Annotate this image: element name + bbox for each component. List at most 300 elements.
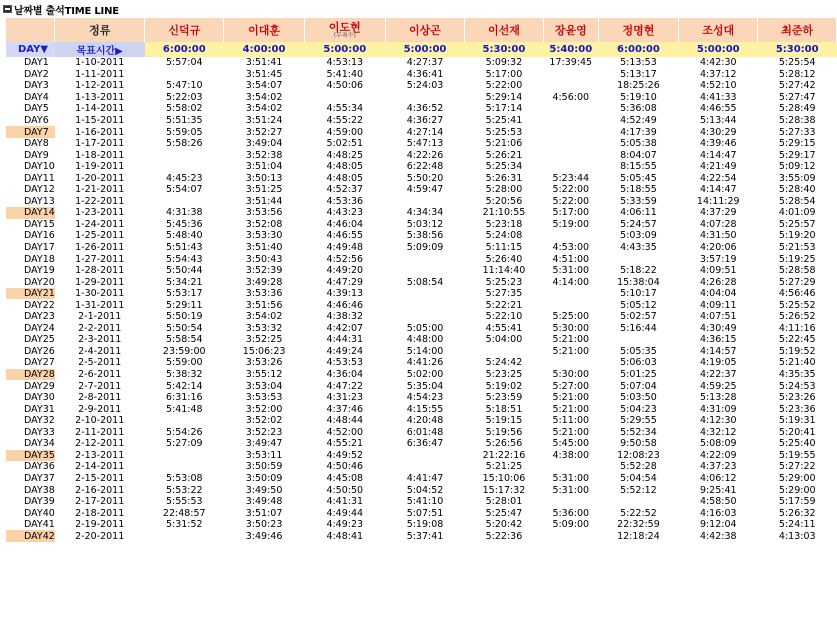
time-cell[interactable]: 4:59:47 [406, 184, 444, 196]
day-cell[interactable]: DAY40 [24, 507, 55, 519]
time-cell[interactable] [145, 461, 224, 473]
time-cell[interactable]: 4:53:13 [326, 57, 364, 69]
time-cell[interactable]: 5:50:44 [165, 265, 203, 277]
time-cell[interactable]: 5:22:00 [552, 184, 590, 196]
time-cell[interactable] [145, 196, 224, 208]
time-cell[interactable]: 5:51:43 [165, 242, 203, 254]
time-cell[interactable]: 4:14:47 [699, 149, 737, 161]
time-cell[interactable]: 5:19:52 [778, 345, 816, 357]
time-cell[interactable]: 5:26:40 [485, 253, 523, 265]
date-cell[interactable]: 2-1-2011 [78, 311, 122, 323]
time-cell[interactable]: 5:55:53 [165, 496, 203, 508]
time-cell[interactable]: 4:26:28 [699, 276, 737, 288]
time-cell[interactable]: 4:51:00 [552, 253, 590, 265]
time-cell[interactable]: 5:19:56 [485, 426, 523, 438]
time-cell[interactable]: 5:38:56 [406, 230, 444, 242]
time-cell[interactable]: 5:53:08 [165, 472, 203, 484]
time-cell[interactable]: 4:48:00 [406, 334, 444, 346]
time-cell[interactable] [543, 69, 598, 81]
time-cell[interactable]: 4:36:52 [406, 103, 444, 115]
time-cell[interactable]: 3:51:07 [245, 507, 283, 519]
time-cell[interactable]: 4:59:25 [699, 380, 737, 392]
time-cell[interactable]: 5:13:17 [620, 68, 657, 80]
time-cell[interactable]: 5:26:56 [485, 438, 523, 450]
time-cell[interactable] [543, 230, 598, 242]
time-cell[interactable]: 5:25:40 [778, 438, 816, 450]
day-cell[interactable]: DAY7 [6, 126, 55, 138]
time-cell[interactable]: 4:53:00 [552, 242, 590, 254]
time-cell[interactable]: 5:28:01 [485, 496, 523, 508]
time-cell[interactable]: 3:51:44 [245, 195, 283, 207]
date-cell[interactable]: 1-24-2011 [75, 218, 125, 230]
day-cell[interactable]: DAY17 [24, 242, 55, 254]
time-cell[interactable]: 5:48:40 [165, 230, 203, 242]
time-cell[interactable]: 5:25:54 [778, 57, 816, 69]
time-cell[interactable]: 5:27:35 [485, 288, 523, 300]
day-cell[interactable]: DAY26 [24, 345, 55, 357]
time-cell[interactable]: 5:21:40 [778, 357, 816, 369]
time-cell[interactable]: 4:20:48 [406, 415, 444, 427]
time-cell[interactable]: 5:18:51 [485, 403, 523, 415]
date-cell[interactable]: 2-15-2011 [75, 472, 125, 484]
time-cell[interactable]: 5:25:57 [778, 218, 816, 230]
date-cell[interactable]: 2-5-2011 [78, 357, 122, 369]
time-cell[interactable]: 5:41:40 [326, 68, 364, 80]
time-cell[interactable]: 5:52:12 [620, 484, 657, 496]
time-cell[interactable]: 4:45:23 [165, 172, 203, 184]
date-cell[interactable]: 1-11-2011 [75, 68, 125, 80]
time-cell[interactable]: 3:53:11 [245, 449, 283, 461]
date-cell[interactable]: 1-27-2011 [75, 253, 125, 265]
time-cell[interactable]: 5:03:50 [620, 392, 657, 404]
date-cell[interactable]: 1-17-2011 [75, 138, 125, 150]
time-cell[interactable]: 4:46:55 [326, 230, 364, 242]
time-cell[interactable]: 3:53:53 [245, 392, 283, 404]
time-cell[interactable]: 5:14:00 [406, 345, 444, 357]
time-cell[interactable]: 4:41:33 [699, 91, 737, 103]
time-cell[interactable]: 3:49:04 [245, 138, 283, 150]
time-cell[interactable]: 9:12:04 [699, 519, 737, 531]
time-cell[interactable] [385, 450, 464, 462]
time-cell[interactable] [543, 496, 598, 508]
time-cell[interactable] [145, 415, 224, 427]
time-cell[interactable]: 4:12:30 [699, 415, 737, 427]
time-cell[interactable]: 8:04:07 [620, 149, 657, 161]
time-cell[interactable]: 4:58:50 [699, 496, 737, 508]
time-cell[interactable]: 5:36:00 [552, 507, 590, 519]
time-cell[interactable]: 5:45:00 [552, 438, 590, 450]
time-cell[interactable]: 5:21:00 [552, 345, 590, 357]
date-cell[interactable]: 2-7-2011 [78, 380, 122, 392]
time-cell[interactable] [543, 161, 598, 173]
time-cell[interactable]: 4:37:29 [699, 207, 737, 219]
date-cell[interactable]: 2-8-2011 [78, 392, 122, 404]
time-cell[interactable]: 5:02:00 [406, 369, 444, 381]
time-cell[interactable]: 9:25:41 [699, 484, 737, 496]
day-cell[interactable]: DAY24 [24, 322, 55, 334]
time-cell[interactable]: 3:51:41 [245, 57, 283, 69]
time-cell[interactable] [385, 253, 464, 265]
time-cell[interactable]: 5:19:10 [620, 91, 657, 103]
date-cell[interactable]: 2-12-2011 [75, 438, 125, 450]
time-cell[interactable] [598, 253, 678, 265]
time-cell[interactable]: 3:51:40 [245, 242, 283, 254]
time-cell[interactable]: 5:21:00 [552, 392, 590, 404]
time-cell[interactable]: 4:30:29 [699, 126, 737, 138]
time-cell[interactable]: 5:36:08 [620, 103, 657, 115]
time-cell[interactable]: 4:21:49 [699, 161, 737, 173]
time-cell[interactable]: 5:03:09 [620, 230, 657, 242]
time-cell[interactable]: 5:19:20 [778, 230, 816, 242]
day-cell[interactable]: DAY21 [6, 288, 55, 300]
day-cell[interactable]: DAY8 [24, 138, 49, 150]
time-cell[interactable]: 5:20:41 [778, 426, 816, 438]
time-cell[interactable]: 4:39:46 [699, 138, 737, 150]
time-cell[interactable]: 4:49:20 [326, 265, 364, 277]
time-cell[interactable]: 5:06:03 [620, 357, 657, 369]
time-cell[interactable]: 6:22:48 [406, 161, 444, 173]
time-cell[interactable]: 4:27:14 [406, 126, 444, 138]
day-cell[interactable]: DAY3 [24, 80, 49, 92]
date-cell[interactable]: 1-12-2011 [75, 80, 125, 92]
time-cell[interactable]: 5:19:31 [778, 415, 816, 427]
time-cell[interactable] [598, 496, 678, 508]
time-cell[interactable]: 5:24:08 [485, 230, 523, 242]
time-cell[interactable]: 4:22:09 [699, 449, 737, 461]
time-cell[interactable]: 5:29:00 [778, 472, 816, 484]
time-cell[interactable]: 4:14:00 [552, 276, 590, 288]
time-cell[interactable]: 14:11:29 [696, 195, 740, 207]
time-cell[interactable]: 4:46:46 [326, 299, 364, 311]
date-cell[interactable]: 1-15-2011 [75, 115, 125, 126]
time-cell[interactable]: 4:22:54 [699, 172, 737, 184]
day-cell[interactable]: DAY15 [24, 218, 55, 230]
time-cell[interactable]: 18:25:26 [617, 80, 660, 92]
time-cell[interactable]: 3:51:04 [245, 161, 283, 173]
time-cell[interactable]: 5:29:14 [485, 91, 523, 103]
time-cell[interactable]: 3:51:24 [245, 115, 283, 126]
time-cell[interactable]: 5:19:55 [778, 449, 816, 461]
time-cell[interactable]: 4:52:37 [326, 184, 364, 196]
time-cell[interactable]: 3:54:07 [245, 80, 283, 92]
time-cell[interactable]: 4:50:06 [326, 80, 364, 92]
time-cell[interactable]: 5:18:22 [620, 265, 657, 277]
time-cell[interactable]: 5:26:21 [485, 149, 523, 161]
time-cell[interactable]: 3:49:47 [245, 438, 283, 450]
time-cell[interactable]: 4:48:44 [326, 415, 364, 427]
time-cell[interactable]: 17:39:45 [549, 57, 593, 69]
time-cell[interactable]: 5:29:00 [778, 484, 816, 496]
time-cell[interactable]: 5:02:51 [326, 138, 364, 150]
time-cell[interactable]: 5:09:32 [485, 57, 523, 69]
day-cell[interactable]: DAY41 [24, 519, 55, 531]
day-cell[interactable]: DAY1 [24, 57, 49, 69]
day-cell[interactable]: DAY12 [24, 184, 55, 196]
time-cell[interactable]: 5:23:26 [778, 392, 816, 404]
time-cell[interactable]: 3:53:36 [245, 288, 283, 300]
day-cell[interactable]: DAY30 [24, 392, 55, 404]
time-cell[interactable]: 5:28:12 [778, 68, 816, 80]
time-cell[interactable]: 4:30:49 [699, 322, 737, 334]
time-cell[interactable]: 4:13:03 [778, 530, 816, 542]
time-cell[interactable]: 5:50:54 [165, 322, 203, 334]
day-cell[interactable]: DAY20 [24, 276, 55, 288]
day-cell[interactable]: DAY16 [24, 230, 55, 242]
time-cell[interactable]: 4:04:04 [699, 288, 737, 300]
date-cell[interactable]: 1-13-2011 [75, 91, 125, 103]
day-cell[interactable]: DAY31 [24, 403, 55, 415]
time-cell[interactable] [543, 530, 598, 542]
time-cell[interactable]: 3:53:30 [245, 230, 283, 242]
time-cell[interactable]: 4:46:04 [326, 218, 364, 230]
time-cell[interactable]: 5:28:49 [778, 103, 816, 115]
time-cell[interactable]: 5:31:52 [165, 519, 203, 531]
time-cell[interactable] [145, 530, 224, 542]
time-cell[interactable]: 22:48:57 [162, 507, 206, 519]
time-cell[interactable]: 4:37:23 [699, 461, 737, 473]
time-cell[interactable]: 4:07:28 [699, 218, 737, 230]
time-cell[interactable]: 3:51:56 [245, 299, 283, 311]
time-cell[interactable]: 4:14:47 [699, 184, 737, 196]
time-cell[interactable]: 3:49:46 [245, 530, 283, 542]
time-cell[interactable]: 5:28:38 [778, 115, 816, 126]
time-cell[interactable]: 5:42:14 [165, 380, 203, 392]
time-cell[interactable]: 5:05:00 [406, 322, 444, 334]
time-cell[interactable]: 4:41:31 [326, 496, 364, 508]
time-cell[interactable] [145, 450, 224, 462]
date-cell[interactable]: 1-20-2011 [75, 172, 125, 184]
time-cell[interactable]: 15:10:06 [482, 472, 526, 484]
day-cell[interactable]: DAY13 [24, 195, 55, 207]
date-cell[interactable]: 1-29-2011 [75, 276, 125, 288]
time-cell[interactable]: 4:46:55 [699, 103, 737, 115]
time-cell[interactable]: 5:28:00 [485, 184, 523, 196]
time-cell[interactable]: 4:41:47 [406, 472, 444, 484]
time-cell[interactable]: 4:54:23 [406, 392, 444, 404]
time-cell[interactable]: 4:06:12 [699, 472, 737, 484]
time-cell[interactable]: 5:24:53 [778, 380, 816, 392]
date-cell[interactable]: 2-6-2011 [78, 369, 122, 381]
time-cell[interactable]: 5:25:52 [778, 299, 816, 311]
time-cell[interactable]: 4:42:30 [699, 57, 737, 69]
time-cell[interactable]: 5:17:59 [778, 496, 816, 508]
day-filter-dropdown[interactable]: DAY▼ [6, 42, 55, 57]
date-cell[interactable]: 2-14-2011 [75, 461, 125, 473]
time-cell[interactable]: 4:42:38 [699, 530, 737, 542]
time-cell[interactable]: 5:35:04 [406, 380, 444, 392]
time-cell[interactable]: 3:49:48 [245, 496, 283, 508]
time-cell[interactable]: 23:59:00 [162, 345, 206, 357]
time-cell[interactable]: 4:49:48 [326, 242, 364, 254]
time-cell[interactable]: 5:28:54 [778, 195, 816, 207]
time-cell[interactable]: 3:52:27 [245, 126, 283, 138]
time-cell[interactable]: 5:17:00 [485, 68, 523, 80]
time-cell[interactable]: 4:55:22 [326, 115, 364, 126]
time-cell[interactable]: 5:29:15 [778, 138, 816, 150]
date-cell[interactable]: 1-23-2011 [75, 207, 125, 219]
time-cell[interactable]: 5:54:43 [165, 253, 203, 265]
time-cell[interactable]: 5:29:11 [165, 299, 203, 311]
date-cell[interactable]: 1-30-2011 [75, 288, 125, 300]
day-cell[interactable]: DAY22 [24, 299, 55, 311]
time-cell[interactable]: 4:36:41 [406, 68, 444, 80]
date-cell[interactable]: 1-31-2011 [75, 299, 125, 311]
time-cell[interactable]: 3:50:23 [245, 519, 283, 531]
time-cell[interactable]: 3:53:04 [245, 380, 283, 392]
time-cell[interactable]: 3:51:25 [245, 184, 283, 196]
time-cell[interactable]: 4:38:32 [326, 311, 364, 323]
time-cell[interactable]: 3:54:02 [245, 103, 283, 115]
time-cell[interactable] [598, 334, 678, 346]
time-cell[interactable]: 4:09:51 [699, 265, 737, 277]
date-cell[interactable]: 1-19-2011 [75, 161, 125, 173]
time-cell[interactable]: 3:55:09 [778, 172, 816, 184]
date-cell[interactable]: 1-21-2011 [75, 184, 125, 196]
time-cell[interactable]: 5:16:44 [620, 322, 657, 334]
time-cell[interactable]: 4:50:50 [326, 484, 364, 496]
time-cell[interactable]: 5:13:28 [699, 392, 737, 404]
time-cell[interactable]: 3:57:19 [699, 253, 737, 265]
time-cell[interactable]: 6:01:48 [406, 426, 444, 438]
time-cell[interactable]: 5:31:00 [552, 265, 590, 277]
time-cell[interactable]: 5:22:21 [485, 299, 523, 311]
date-cell[interactable]: 1-28-2011 [75, 265, 125, 277]
time-cell[interactable]: 5:22:52 [620, 507, 657, 519]
date-cell[interactable]: 1-26-2011 [75, 242, 125, 254]
time-cell[interactable]: 5:23:36 [778, 403, 816, 415]
day-cell[interactable]: DAY10 [24, 161, 55, 173]
time-cell[interactable]: 5:03:12 [406, 218, 444, 230]
time-cell[interactable]: 3:52:25 [245, 334, 283, 346]
time-cell[interactable]: 5:25:00 [552, 311, 590, 323]
time-cell[interactable]: 4:55:41 [485, 322, 523, 334]
time-cell[interactable] [385, 92, 464, 104]
time-cell[interactable]: 5:28:58 [778, 265, 816, 277]
day-cell[interactable]: DAY6 [24, 115, 49, 126]
time-cell[interactable]: 5:37:41 [406, 530, 444, 542]
time-cell[interactable]: 5:53:17 [165, 288, 203, 300]
time-cell[interactable]: 4:06:11 [620, 207, 657, 219]
time-cell[interactable]: 5:22:00 [485, 80, 523, 92]
time-cell[interactable] [385, 265, 464, 277]
day-cell[interactable]: DAY38 [24, 484, 55, 496]
time-cell[interactable]: 15:06:23 [242, 345, 286, 357]
day-cell[interactable]: DAY4 [24, 91, 49, 103]
time-cell[interactable]: 5:28:40 [778, 184, 816, 196]
date-cell[interactable]: 1-10-2011 [75, 57, 125, 69]
time-cell[interactable]: 5:23:44 [552, 172, 590, 184]
time-cell[interactable]: 5:09:00 [552, 519, 590, 531]
time-cell[interactable]: 4:11:16 [778, 322, 816, 334]
time-cell[interactable]: 5:21:00 [552, 403, 590, 415]
time-cell[interactable]: 4:35:35 [778, 369, 816, 381]
time-cell[interactable]: 5:13:53 [620, 57, 657, 69]
time-cell[interactable]: 4:20:06 [699, 242, 737, 254]
time-cell[interactable]: 4:31:09 [699, 403, 737, 415]
time-cell[interactable]: 5:25:41 [485, 115, 523, 126]
time-cell[interactable]: 4:09:11 [699, 299, 737, 311]
time-cell[interactable]: 5:53:22 [165, 484, 203, 496]
day-cell[interactable]: DAY14 [6, 207, 55, 219]
time-cell[interactable]: 5:26:32 [778, 507, 816, 519]
time-cell[interactable] [465, 346, 544, 358]
time-cell[interactable]: 4:45:08 [326, 472, 364, 484]
time-cell[interactable]: 5:29:17 [778, 149, 816, 161]
time-cell[interactable]: 5:27:42 [778, 80, 816, 92]
time-cell[interactable]: 4:39:13 [326, 288, 364, 300]
time-cell[interactable]: 5:24:42 [485, 357, 523, 369]
day-cell[interactable]: DAY18 [24, 253, 55, 265]
time-cell[interactable] [145, 161, 224, 173]
day-cell[interactable]: DAY35 [6, 450, 55, 462]
time-cell[interactable] [543, 115, 598, 127]
time-cell[interactable]: 5:27:29 [778, 276, 816, 288]
day-cell[interactable]: DAY5 [24, 103, 49, 115]
time-cell[interactable]: 4:49:23 [326, 519, 364, 531]
time-cell[interactable]: 4:44:31 [326, 334, 364, 346]
time-cell[interactable]: 5:22:03 [165, 91, 203, 103]
day-cell[interactable]: DAY36 [24, 461, 55, 473]
time-cell[interactable] [145, 149, 224, 161]
date-cell[interactable]: 2-19-2011 [75, 519, 125, 531]
time-cell[interactable]: 5:45:36 [165, 218, 203, 230]
day-cell[interactable]: DAY32 [24, 415, 55, 427]
time-cell[interactable] [385, 196, 464, 208]
time-cell[interactable]: 3:54:02 [245, 91, 283, 103]
time-cell[interactable]: 4:36:04 [326, 369, 364, 381]
time-cell[interactable] [385, 288, 464, 300]
time-cell[interactable]: 5:30:00 [552, 369, 590, 381]
time-cell[interactable]: 4:52:10 [699, 80, 737, 92]
date-cell[interactable]: 2-3-2011 [78, 334, 122, 346]
time-cell[interactable]: 4:56:00 [552, 91, 590, 103]
day-cell[interactable]: DAY23 [24, 311, 55, 323]
time-cell[interactable]: 5:19:25 [778, 253, 816, 265]
time-cell[interactable]: 4:48:05 [326, 161, 364, 173]
time-cell[interactable]: 5:22:45 [778, 334, 816, 346]
time-cell[interactable]: 3:50:09 [245, 472, 283, 484]
time-cell[interactable]: 21:10:55 [482, 207, 526, 219]
time-cell[interactable]: 5:07:51 [406, 507, 444, 519]
time-cell[interactable]: 5:25:23 [485, 276, 523, 288]
time-cell[interactable] [385, 299, 464, 311]
time-cell[interactable]: 5:29:55 [620, 415, 657, 427]
time-cell[interactable]: 5:27:47 [778, 91, 816, 103]
time-cell[interactable]: 3:53:56 [245, 207, 283, 219]
date-cell[interactable]: 2-17-2011 [75, 496, 125, 508]
time-cell[interactable]: 5:54:07 [165, 184, 203, 196]
time-cell[interactable]: 5:19:00 [552, 218, 590, 230]
date-cell[interactable]: 1-22-2011 [75, 195, 125, 207]
time-cell[interactable]: 4:27:37 [406, 57, 444, 69]
time-cell[interactable]: 3:49:50 [245, 484, 283, 496]
time-cell[interactable]: 5:57:04 [165, 57, 203, 69]
time-cell[interactable]: 5:24:57 [620, 218, 657, 230]
time-cell[interactable]: 5:47:13 [406, 138, 444, 150]
time-cell[interactable]: 5:34:21 [165, 276, 203, 288]
time-cell[interactable] [385, 311, 464, 323]
time-cell[interactable]: 4:53:53 [326, 357, 364, 369]
time-cell[interactable]: 5:58:26 [165, 138, 203, 150]
time-cell[interactable]: 4:37:46 [326, 403, 364, 415]
time-cell[interactable]: 5:22:00 [552, 195, 590, 207]
date-cell[interactable]: 2-13-2011 [75, 449, 125, 461]
time-cell[interactable]: 3:53:32 [245, 322, 283, 334]
time-cell[interactable]: 4:52:56 [326, 253, 364, 265]
time-cell[interactable]: 4:48:25 [326, 149, 364, 161]
time-cell[interactable]: 5:59:00 [165, 357, 203, 369]
time-cell[interactable]: 4:01:09 [778, 207, 816, 219]
